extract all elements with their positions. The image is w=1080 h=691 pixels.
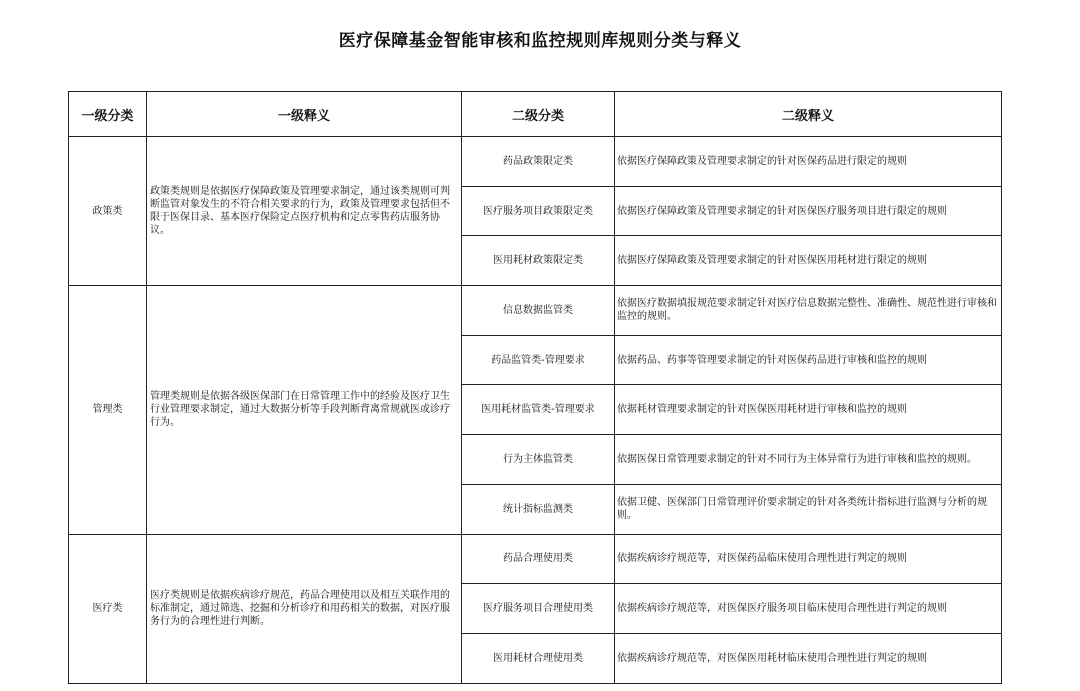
- header-level1-category: 一级分类: [69, 92, 147, 137]
- level2-category-cell: 药品合理使用类: [462, 534, 615, 584]
- level2-definition-cell: 依据医疗保障政策及管理要求制定的针对医保医用耗材进行限定的规则: [615, 236, 1002, 286]
- rules-table: [68, 91, 1002, 684]
- level1-category-cell: 政策类: [69, 137, 147, 286]
- table-row: [69, 286, 1002, 336]
- level2-definition-cell: 依据疾病诊疗规范等，对医保医疗服务项目临床使用合理性进行判定的规则: [615, 584, 1002, 634]
- header-level2-category: 二级分类: [462, 92, 615, 137]
- level2-category-cell: 信息数据监管类: [462, 286, 615, 336]
- level2-definition-cell: 依据卫健、医保部门日常管理评价要求制定的针对各类统计指标进行监测与分析的规则。: [615, 484, 1002, 534]
- table-header-row: [69, 92, 1002, 137]
- table-row: [69, 534, 1002, 584]
- level2-definition-cell: 依据医疗保障政策及管理要求制定的针对医保医疗服务项目进行限定的规则: [615, 186, 1002, 236]
- level2-category-cell: 医疗服务项目政策限定类: [462, 186, 615, 236]
- header-level1-definition: 一级释义: [147, 92, 462, 137]
- level2-category-cell: 医用耗材合理使用类: [462, 633, 615, 683]
- level2-category-cell: 医用耗材监管类-管理要求: [462, 385, 615, 435]
- table-row: [69, 137, 1002, 187]
- level1-definition-cell: 政策类规则是依据医疗保障政策及管理要求制定，通过该类规则可判断监管对象发生的不符合相关要求的行为，政策及管理要求包括但不限于医保目录、基本医疗保险定点医疗机构和定点零售药店服务协议。: [147, 137, 462, 286]
- level1-definition-cell: 医疗类规则是依据疾病诊疗规范，药品合理使用以及相互关联作用的标准制定，通过筛选、挖掘和分析诊疗和用药相关的数据，对医疗服务行为的合理性进行判断。: [147, 534, 462, 683]
- level2-category-cell: 医疗服务项目合理使用类: [462, 584, 615, 634]
- document-title: 医疗保障基金智能审核和监控规则库规则分类与释义: [338, 31, 742, 51]
- level2-category-cell: 药品政策限定类: [462, 137, 615, 187]
- level2-definition-cell: 依据医疗数据填报规范要求制定针对医疗信息数据完整性、准确性、规范性进行审核和监控的规则。: [615, 286, 1002, 336]
- level2-definition-cell: 依据疾病诊疗规范等，对医保药品临床使用合理性进行判定的规则: [615, 534, 1002, 584]
- level1-category-cell: 管理类: [69, 286, 147, 534]
- level1-category-cell: 医疗类: [69, 534, 147, 683]
- level2-definition-cell: 依据医保日常管理要求制定的针对不同行为主体异常行为进行审核和监控的规则。: [615, 435, 1002, 485]
- level1-definition-cell: 管理类规则是依据各级医保部门在日常管理工作中的经验及医疗卫生行业管理要求制定，通过大数据分析等手段判断背离常规就医或诊疗行为。: [147, 286, 462, 534]
- level2-category-cell: 医用耗材政策限定类: [462, 236, 615, 286]
- header-level2-definition: 二级释义: [615, 92, 1002, 137]
- level2-definition-cell: 依据疾病诊疗规范等，对医保医用耗材临床使用合理性进行判定的规则: [615, 633, 1002, 683]
- level2-definition-cell: 依据耗材管理要求制定的针对医保医用耗材进行审核和监控的规则: [615, 385, 1002, 435]
- level2-definition-cell: 依据医疗保障政策及管理要求制定的针对医保药品进行限定的规则: [615, 137, 1002, 187]
- level2-category-cell: 药品监管类-管理要求: [462, 335, 615, 385]
- level2-category-cell: 统计指标监测类: [462, 484, 615, 534]
- level2-definition-cell: 依据药品、药事等管理要求制定的针对医保药品进行审核和监控的规则: [615, 335, 1002, 385]
- level2-category-cell: 行为主体监管类: [462, 435, 615, 485]
